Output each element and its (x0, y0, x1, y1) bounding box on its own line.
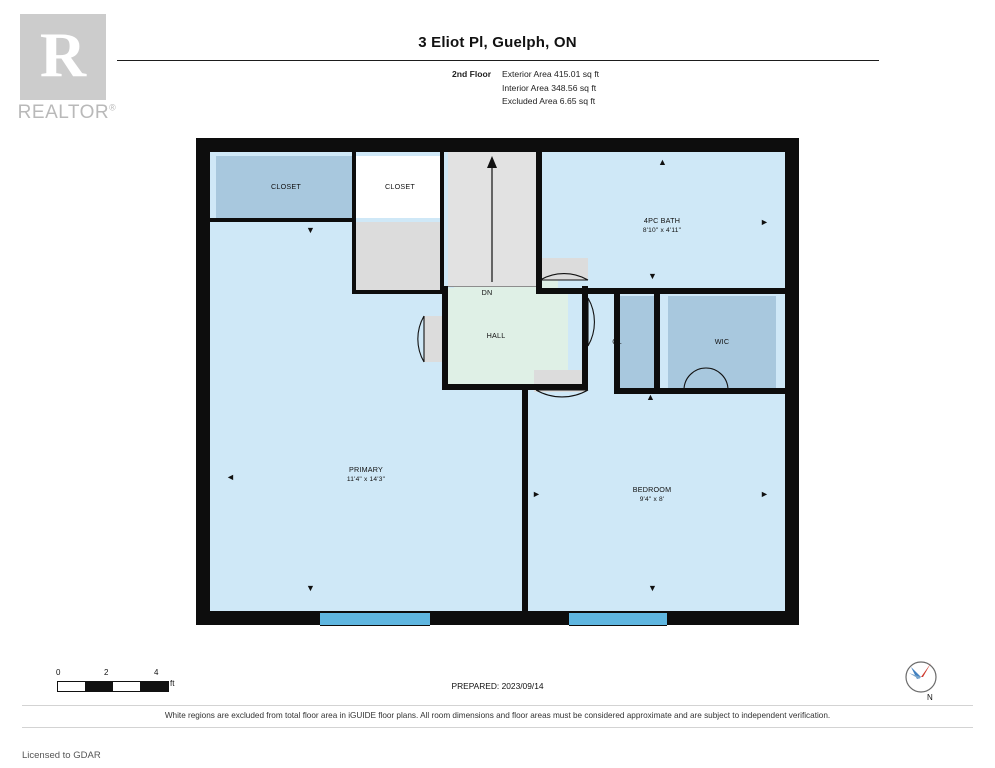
room-label-dn (432, 288, 542, 298)
room-label-primary (306, 465, 426, 485)
room-label-hall (446, 331, 546, 341)
extent-arrow-cl: ▲ (646, 392, 655, 402)
extent-arrow-bedroom-left: ► (532, 489, 541, 499)
extent-arrow-closet: ▼ (306, 225, 315, 235)
page-title: 3 Eliot Pl, Guelph, ON (418, 34, 577, 51)
floor-meta (452, 68, 599, 109)
scale-tick-4: 4 (154, 668, 159, 677)
room-name-hall: HALL (486, 331, 506, 340)
extent-arrow-bath-bottom: ▼ (648, 271, 657, 281)
extent-arrow-primary-left: ◄ (226, 472, 235, 482)
realtor-wordmark (8, 102, 126, 124)
floor-meta-row-interior (452, 82, 599, 96)
compass-icon (897, 657, 945, 705)
disclaimer-divider-top (22, 705, 973, 706)
room-dim-bedroom: 9'4" x 8' (639, 496, 665, 503)
scale-tick-0: 0 (56, 668, 61, 677)
extent-arrow-bedroom-right: ► (760, 489, 769, 499)
floor-plan-drawing (196, 138, 799, 625)
excluded-area: Excluded Area 6.65 sq ft (502, 96, 596, 107)
extent-arrow-primary-bottom: ▼ (306, 583, 315, 593)
registered-mark: ® (109, 102, 117, 113)
interior-area: Interior Area 348.56 sq ft (502, 82, 597, 93)
room-name-dn: DN (481, 288, 493, 297)
compass-rose-icon (897, 657, 945, 705)
floor-label: 2nd Floor (452, 69, 492, 79)
room-name-bath: 4PC BATH (643, 216, 681, 225)
room-dim-bath: 8'10" x 4'11" (642, 227, 682, 234)
room-label-closet-left (226, 182, 346, 192)
room-name-wic: WIC (714, 337, 730, 346)
disclaimer-text: White regions are excluded from total floor area in iGUIDE floor plans. All room dimensions and floor areas must be considered approximate and are subject to independent verification. (164, 711, 831, 720)
room-name-closet-left: CLOSET (271, 182, 301, 191)
floor-meta-row-exterior (452, 68, 599, 82)
room-name-primary: PRIMARY (348, 465, 384, 474)
room-label-bedroom (592, 485, 712, 505)
licensed-to-label: Licensed to GDAR (22, 750, 101, 761)
realtor-logo-box (20, 14, 106, 100)
realtor-wordmark-text: REALTOR (17, 102, 110, 123)
extent-arrow-bath-top: ▲ (658, 157, 667, 167)
prepared-date: PREPARED: 2023/09/14 (451, 681, 544, 691)
door-swings (196, 138, 799, 625)
extent-arrow-bath-right: ► (760, 217, 769, 227)
extent-arrow-bedroom-bottom: ▼ (648, 583, 657, 593)
scale-unit-label: ft (170, 679, 175, 688)
room-label-wic (662, 337, 782, 347)
compass-north-label: N (927, 693, 933, 702)
scale-tick-2: 2 (104, 668, 109, 677)
title-divider (117, 60, 879, 61)
room-label-closet-right (340, 182, 460, 192)
realtor-logo-letter: R (39, 19, 87, 91)
realtor-logo (8, 14, 126, 130)
disclaimer-divider-bottom (22, 727, 973, 728)
room-name-cl: CL (612, 337, 622, 346)
room-name-bedroom: BEDROOM (632, 485, 672, 494)
exterior-area: Exterior Area 415.01 sq ft (502, 69, 599, 79)
room-label-cl (577, 337, 657, 347)
room-label-bath (602, 216, 722, 236)
room-dim-primary: 11'4" x 14'3" (346, 476, 386, 483)
floor-meta-row-excluded (452, 95, 599, 109)
room-name-closet-right: CLOSET (385, 182, 415, 191)
